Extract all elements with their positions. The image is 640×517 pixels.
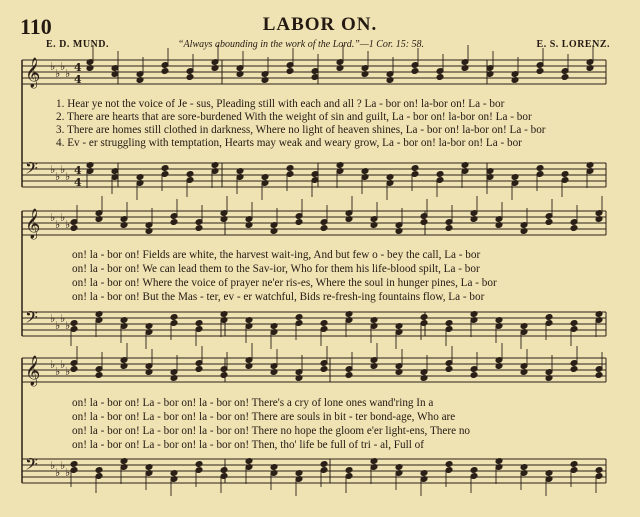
composer-credit: E. S. LORENZ.: [536, 39, 610, 50]
notehead: [320, 320, 328, 327]
notehead: [561, 171, 569, 178]
notehead: [186, 74, 194, 81]
verse-4-system-3: on! la - bor on! La - bor on! la - bor on! Then, tho' life be full of tri - al, Full of: [72, 439, 424, 451]
notehead: [436, 171, 444, 178]
verse-1-system-3: on! la - bor on! La - bor on! la - bor on! There's a cry of lone ones wand'ring In a: [72, 397, 434, 409]
notehead: [411, 165, 419, 172]
notehead: [545, 219, 553, 226]
verse-3-system-2: on! la - bor on! Where the voice of prayer ne'er ris-es, Where the soul in hunger pines, La - bor: [72, 277, 497, 289]
hymn-title: LABOR ON.: [262, 14, 378, 35]
notehead: [345, 372, 353, 379]
bass-clef-icon: 𝄢: [25, 454, 38, 478]
verse-3-system-3: on! la - bor on! La - bor on! la - bor on! There no hope the gloom e'er light-ens, There no: [72, 425, 471, 437]
notehead: [161, 165, 169, 172]
notehead: [570, 461, 578, 468]
verse-1-system-1: 1. Hear ye not the voice of Je - sus, Pleading still with each and all ? La - bor on! la-bor on! La - bor: [56, 98, 505, 110]
treble-clef-icon: 𝄞: [25, 58, 41, 88]
flat-icon: ♭: [65, 218, 71, 231]
page-number: 110: [20, 14, 52, 39]
time-signature: 4: [74, 164, 82, 177]
notehead: [70, 225, 78, 232]
author-credit: E. D. MUND.: [46, 39, 109, 50]
notehead: [411, 68, 419, 75]
flat-icon: ♭: [60, 163, 66, 176]
notehead: [70, 366, 78, 373]
notehead: [195, 225, 203, 232]
flat-icon: ♭: [55, 170, 61, 183]
notehead: [170, 314, 178, 321]
notehead: [195, 366, 203, 373]
notehead: [470, 372, 478, 379]
notehead: [420, 219, 428, 226]
flat-icon: ♭: [60, 211, 66, 224]
time-signature: 4: [74, 176, 82, 189]
flat-icon: ♭: [65, 365, 71, 378]
notehead: [595, 467, 603, 474]
verse-2-system-3: on! la - bor on! La - bor on! la - bor on! There are souls in bit - ter bond-age, Who are: [72, 411, 456, 423]
flat-icon: ♭: [55, 319, 61, 332]
notehead: [220, 372, 228, 379]
flat-icon: ♭: [60, 358, 66, 371]
time-signature: 4: [74, 61, 82, 74]
treble-clef-icon: 𝄞: [25, 209, 41, 239]
verse-2-system-1: 2. There are hearts that are sore-burdened With the weight of sin and guilt, La - bor on! la-bor on! La - bor: [56, 111, 532, 123]
notehead: [536, 165, 544, 172]
flat-icon: ♭: [55, 218, 61, 231]
notehead: [345, 467, 353, 474]
notehead: [320, 461, 328, 468]
notehead: [570, 366, 578, 373]
verse-1-system-2: on! la - bor on! Fields are white, the harvest wait-ing, And but few o - bey the call, La - bor: [72, 249, 481, 261]
flat-icon: ♭: [50, 163, 56, 176]
flat-icon: ♭: [60, 60, 66, 73]
flat-icon: ♭: [50, 358, 56, 371]
flat-icon: ♭: [65, 67, 71, 80]
flat-icon: ♭: [50, 60, 56, 73]
notehead: [420, 314, 428, 321]
notehead: [70, 461, 78, 468]
notehead: [445, 320, 453, 327]
notehead: [286, 165, 294, 172]
flat-icon: ♭: [55, 466, 61, 479]
notehead: [220, 467, 228, 474]
notehead: [595, 372, 603, 379]
flat-icon: ♭: [50, 211, 56, 224]
notehead: [470, 467, 478, 474]
treble-clef-icon: 𝄞: [25, 356, 41, 386]
notehead: [545, 314, 553, 321]
notehead: [561, 74, 569, 81]
notehead: [170, 219, 178, 226]
notehead: [286, 68, 294, 75]
flat-icon: ♭: [55, 67, 61, 80]
flat-icon: ♭: [60, 312, 66, 325]
notehead: [570, 320, 578, 327]
scripture-epigraph: “Always abounding in the work of the Lord.”—1 Cor. 15: 58.: [178, 39, 425, 50]
verse-4-system-1: 4. Ev - er struggling with temptation, Hearts may weak and weary grow, La - bor on! la-bor on! La - bor: [56, 137, 522, 149]
notehead: [445, 225, 453, 232]
flat-icon: ♭: [50, 459, 56, 472]
notehead: [436, 74, 444, 81]
bass-clef-icon: 𝄢: [25, 307, 38, 331]
flat-icon: ♭: [65, 319, 71, 332]
notehead: [320, 366, 328, 373]
notehead: [536, 68, 544, 75]
flat-icon: ♭: [55, 365, 61, 378]
notehead: [195, 320, 203, 327]
notehead: [161, 68, 169, 75]
notehead: [95, 372, 103, 379]
notehead: [295, 314, 303, 321]
notehead: [295, 219, 303, 226]
flat-icon: ♭: [65, 466, 71, 479]
flat-icon: ♭: [65, 170, 71, 183]
verse-3-system-1: 3. There are homes still clothed in darkness, Where no light of heaven shines, La - bor on! la-bor on! La - bor: [56, 124, 546, 136]
time-signature: 4: [74, 73, 82, 86]
notehead: [445, 366, 453, 373]
notehead: [570, 225, 578, 232]
flat-icon: ♭: [50, 312, 56, 325]
notehead: [186, 171, 194, 178]
notehead: [70, 320, 78, 327]
notehead: [445, 461, 453, 468]
notehead: [195, 461, 203, 468]
verse-4-system-2: on! la - bor on! But the Mas - ter, ev - er watchful, Bids re-fresh-ing fountains flow, La - bor: [72, 291, 485, 303]
bass-clef-icon: 𝄢: [25, 158, 38, 182]
verse-2-system-2: on! la - bor on! We can lead them to the Sav-ior, Who for them his life-blood spilt, La - bor: [72, 263, 480, 275]
notehead: [95, 467, 103, 474]
flat-icon: ♭: [60, 459, 66, 472]
notehead: [320, 225, 328, 232]
